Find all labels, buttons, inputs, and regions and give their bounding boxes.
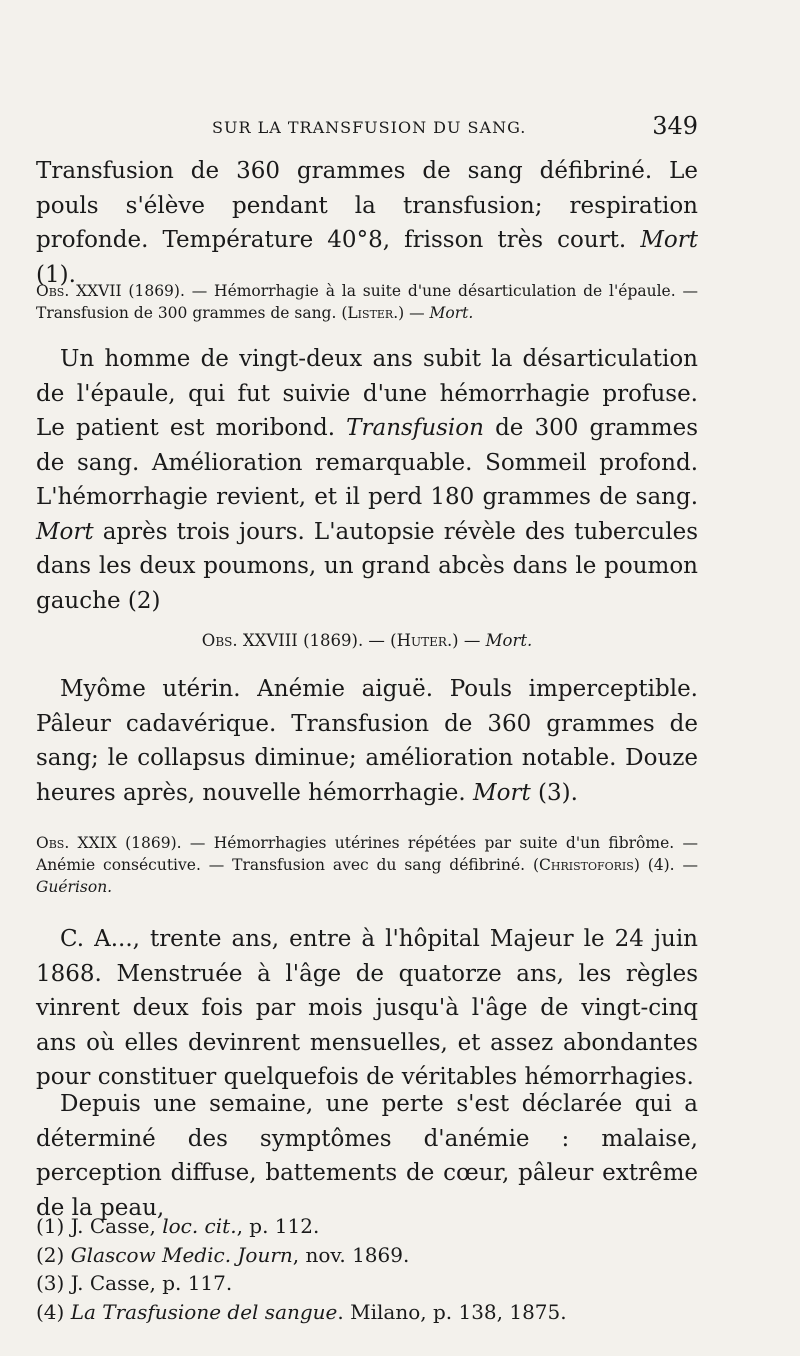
- observation-label: Obs. XXIX: [36, 834, 117, 852]
- footnote-mark: (2): [36, 1242, 65, 1267]
- footnote-text: . Milano, p. 138, 1875.: [337, 1299, 567, 1324]
- observation-sep: .) —: [393, 304, 430, 322]
- observation-sep: .) —: [446, 631, 486, 650]
- footnote-ref: (3).: [538, 779, 578, 806]
- outcome: Mort: [640, 227, 699, 253]
- paragraph-27: [36, 342, 698, 618]
- observation-summary: (1869). — (: [303, 631, 397, 650]
- running-header: [212, 112, 698, 142]
- observation-summary: (1869). — Hémorrhagies utérines répétées par suite d'un fibrôme. — Anémie consécutive. — Transfusion avec du sang défibriné. (: [36, 834, 698, 874]
- footnote-text: J. Casse,: [70, 1214, 156, 1238]
- observation-author: Lister: [347, 304, 394, 322]
- footnotes: [36, 1212, 698, 1326]
- observation-outcome: Mort.: [485, 631, 533, 650]
- paragraph-text: Transfusion de 360 grammes de sang défibriné. Le pouls s'élève pendant la transfusion; respiration profonde. Température 40°8, frisson très court.: [36, 158, 698, 253]
- footnote-text: , p. 112.: [236, 1214, 320, 1238]
- running-title: SUR LA TRANSFUSION DU SANG.: [212, 118, 527, 137]
- emphasis: Transfusion: [346, 415, 484, 441]
- footnote: [36, 1212, 698, 1241]
- footnote-title: loc. cit.: [162, 1214, 237, 1238]
- footnote-mark: (3): [36, 1271, 65, 1295]
- paragraph-text: Un homme de vingt-deux ans subit la désarticulation de l'épaule, qui fut suivie d'une hémorrhagie profuse. Le patient est moribond.: [36, 346, 698, 441]
- paragraph-29a: [36, 922, 698, 1095]
- outcome: Mort: [473, 779, 531, 806]
- footnote: [36, 1269, 698, 1298]
- observation-27-heading: [36, 280, 698, 324]
- paragraph-28: [36, 672, 698, 810]
- observation-summary: (1869). — Hémorrhagie à la suite d'une désarticulation de l'épaule. — Transfusion de 300 grammes de sang. (: [36, 282, 698, 322]
- footnote-ref: (2): [127, 587, 161, 614]
- footnote-mark: (4): [36, 1299, 65, 1324]
- observation-label: Obs. XXVIII: [201, 631, 298, 650]
- observation-29-heading: [36, 832, 698, 898]
- observation-sep: ) (4). —: [633, 856, 698, 874]
- paragraph-text: après trois jours. L'autopsie révèle des tubercules dans les deux poumons, un grand abcès dans le poumon gauche: [36, 518, 698, 614]
- footnote-text: , nov. 1869.: [292, 1242, 410, 1267]
- outcome: Mort: [36, 518, 94, 545]
- observation-label: Obs. XXVII: [36, 282, 122, 300]
- paragraph-text: de 300 grammes de sang. Amélioration remarquable. Sommeil profond. L'hémorrhagie revient, et il perd 180 grammes de sang.: [36, 415, 699, 510]
- footnote-title: La Trasfusione del sangue: [70, 1299, 338, 1324]
- footnote-mark: (1): [36, 1214, 65, 1238]
- observation-author: Christoforis: [539, 856, 634, 874]
- observation-outcome: Mort.: [429, 304, 474, 322]
- observation-28-heading: [36, 630, 698, 652]
- footnote-text: J. Casse, p. 117.: [70, 1271, 233, 1295]
- paragraph-29b: [36, 1087, 698, 1225]
- paragraph-text: C. A..., trente ans, entre à l'hôpital Majeur le 24 juin 1868. Menstruée à l'âge de quatorze ans, les règles vinrent deux fois par mois jusqu'à l'âge de vingt-cinq ans où elles devinrent mensuelles, et assez abondantes pour constituer quelquefois de véritables hémorrhagies.: [36, 926, 698, 1090]
- footnote: [36, 1241, 698, 1270]
- paragraph-text: Myôme utérin. Anémie aiguë. Pouls imperceptible. Pâleur cadavérique. Transfusion de 360 grammes de sang; le collapsus diminue; amélioration notable. Douze heures après, nouvelle hémorrhagie.: [36, 676, 698, 806]
- page-number: 349: [652, 112, 698, 140]
- footnote: [36, 1298, 698, 1327]
- observation-outcome: Guérison.: [36, 878, 113, 896]
- observation-author: Huter: [396, 631, 447, 650]
- footnote-ref: (1).: [36, 261, 76, 288]
- paragraph-text: Depuis une semaine, une perte s'est déclarée qui a déterminé des symptômes d'anémie : malaise, perception diffuse, battements de cœur, pâleur extrême de la peau,: [36, 1091, 698, 1221]
- footnote-title: Glascow Medic. Journ: [70, 1242, 293, 1267]
- paragraph-continued: [36, 154, 698, 292]
